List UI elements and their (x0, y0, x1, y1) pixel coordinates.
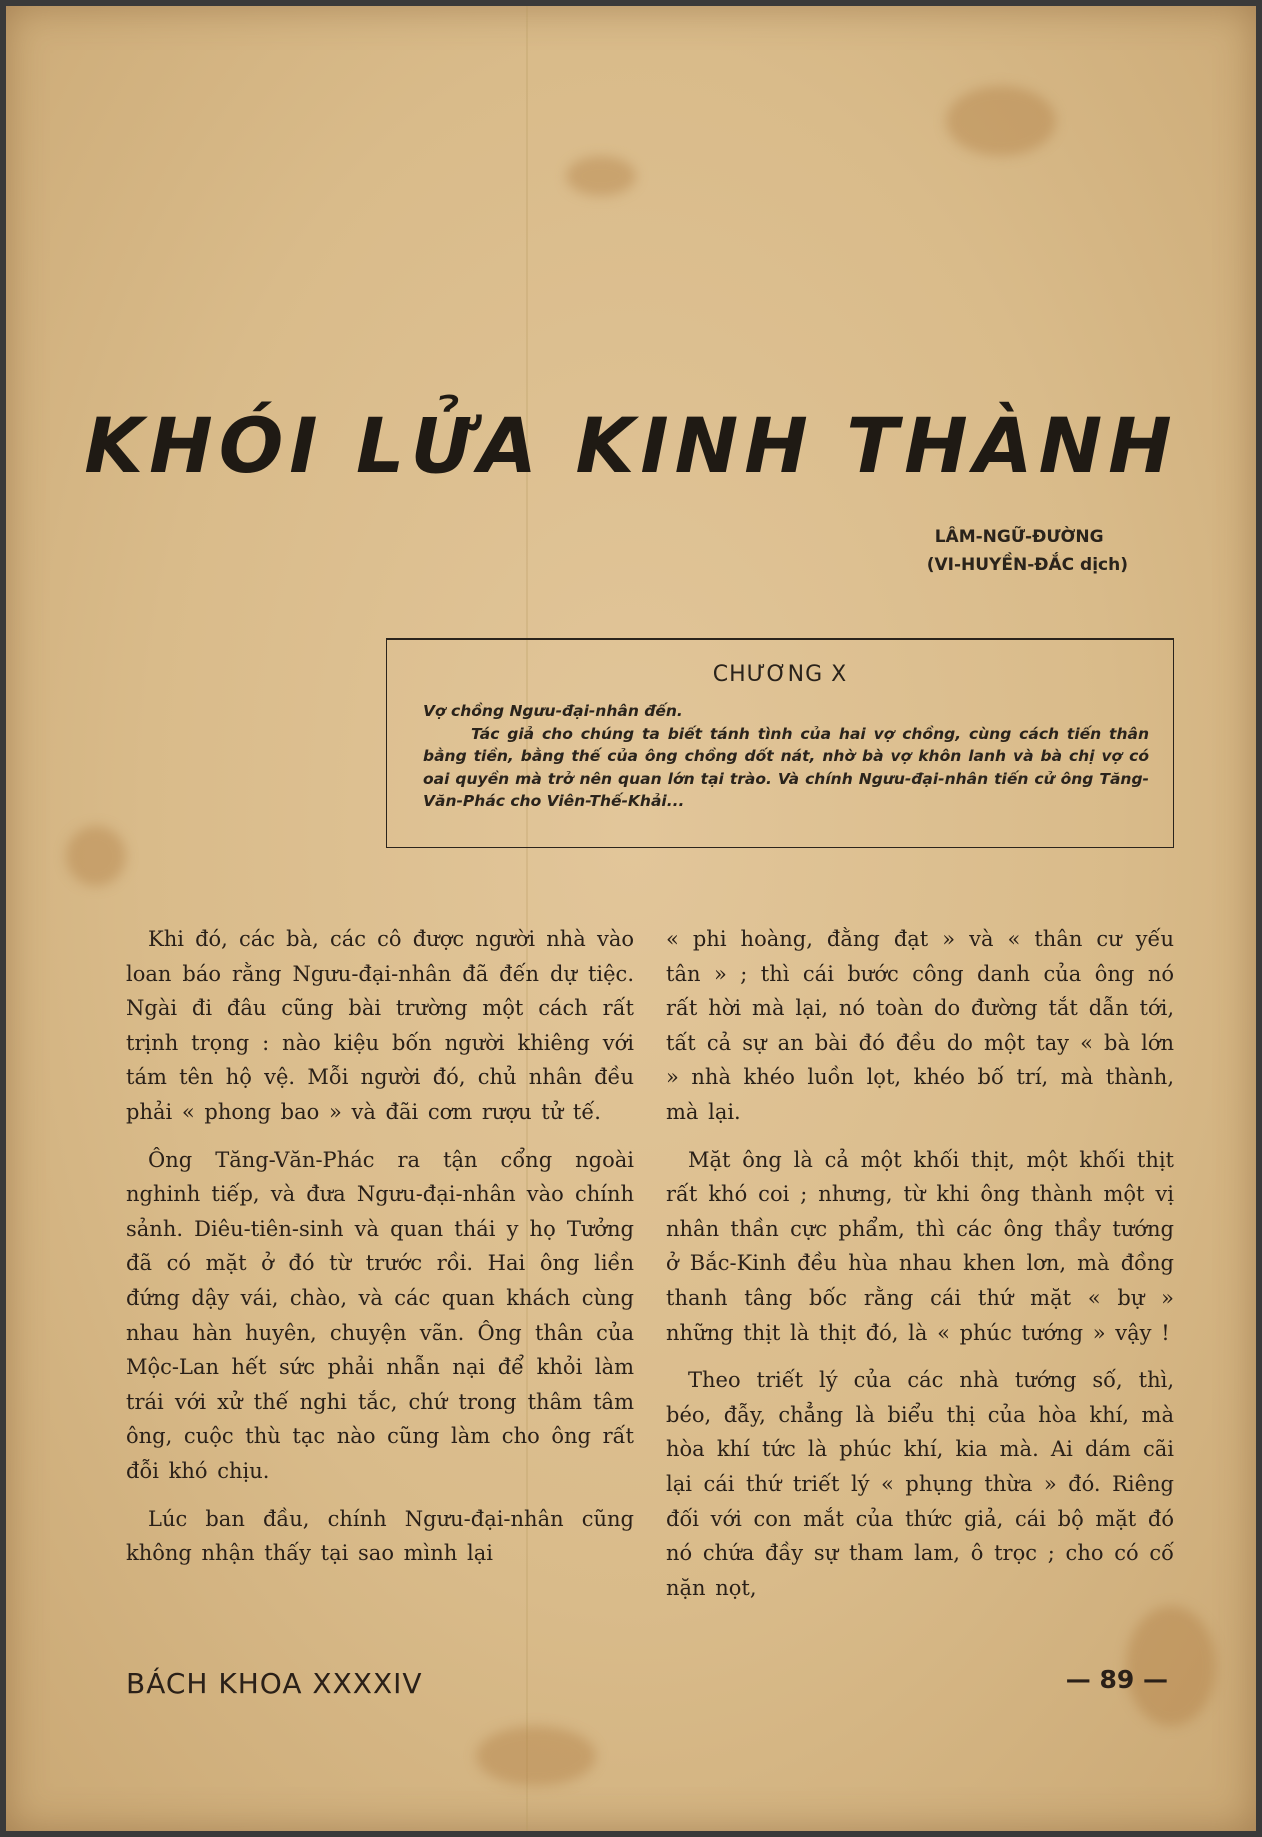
paragraph: « phi hoàng, đằng đạt » và « thân cư yếu tân » ; thì cái bước công danh của ông nó rất hời mà lại, nó toàn do đường tắt dẫn tới, tất cả sự an bài đó đều do một tay « bà lớn » nhà khéo luồn lọt, khéo bố trí, mà thành, mà lại. (666, 927, 1174, 1124)
chapter-summary-box (386, 638, 1174, 848)
paper-stain (946, 86, 1056, 156)
paper-stain (66, 826, 126, 886)
magazine-page (6, 6, 1256, 1831)
translator-credit: (VI-HUYỀN-ĐẮC dịch) (926, 555, 1128, 575)
byline (927, 523, 1128, 579)
paper-stain (476, 1726, 596, 1786)
paragraph: Lúc ban đầu, chính Ngưu-đại-nhân cũng không nhận thấy tại sao mình lại (126, 1506, 634, 1566)
paper-stain (566, 156, 636, 196)
paragraph: Khi đó, các bà, các cô được người nhà vào loan báo rằng Ngưu-đại-nhân đã đến dự tiệc. Ngài đi đâu cũng bài trường một cách rất trịnh trọng : nào kiệu bốn người khiêng với tám tên hộ vệ. Mỗi người đó, chủ nhân đều phải « phong bao » và đãi cơm rượu tử tế. (126, 927, 634, 1124)
chapter-summary (423, 700, 1149, 813)
paragraph: Mặt ông là cả một khối thịt, một khối thịt rất khó coi ; nhưng, từ khi ông thành một vị nhân thần cực phẩm, thì các ông thầy tướng ở Bắc-Kinh đều hùa nhau khen lơn, mà đồng thanh tâng bốc rằng cái thứ mặt « bự » những thịt là thịt đó, là « phúc tướng » vậy ! (666, 1147, 1174, 1345)
author-name: LÂM-NGỮ-ĐƯỜNG (934, 527, 1104, 547)
paragraph: Ông Tăng-Văn-Phác ra tận cổng ngoài nghinh tiếp, và đưa Ngưu-đại-nhân vào chính sảnh. Diêu-tiên-sinh và quan thái y họ Tưởng đã có mặt ở đó từ trước rồi. Hai ông liền đứng dậy vái, chào, và các quan khách cùng nhau hàn huyên, chuyện vãn. Ông thân của Mộc-Lan hết sức phải nhẫn nại để khỏi làm trái với xử thế nghi tắc, chứ trong thâm tâm ông, cuộc thù tạc nào cũng làm cho ông rất đỗi khó chịu. (126, 1147, 634, 1483)
chapter-heading: CHƯƠNG X (712, 662, 848, 687)
summary-body: Tác giả cho chúng ta biết tánh tình của hai vợ chồng, cùng cách tiến thân bằng tiền, bằng thế của ông chồng dốt nát, nhờ bà vợ khôn lanh và bà chị vợ có oai quyền mà trở nên quan lớn tại trào. Và chính Ngưu-đại-nhân tiến cử ông Tăng-Văn-Phác cho Viên-Thế-Khải... (423, 724, 1149, 810)
page-number: — 89 — (1065, 1665, 1168, 1694)
paragraph: Theo triết lý của các nhà tướng số, thì, béo, đẫy, chẳng là biểu thị của hòa khí, mà hòa khí tức là phúc khí, kia mà. Ai dám cãi lại cái thứ triết lý « phụng thừa » đó. Riêng đối với con mắt của thức giả, cái bộ mặt đó nó chứa đầy sự tham lam, ô trọc ; cho có cố nặn nọt, (666, 1368, 1174, 1600)
right-column (666, 922, 1174, 1618)
left-column (126, 922, 634, 1584)
summary-lead: Vợ chồng Ngưu-đại-nhân đến. (423, 702, 683, 720)
article-title: KHÓI LỬA KINH THÀNH (84, 401, 1178, 490)
magazine-name: BÁCH KHOA XXXXIV (126, 1667, 423, 1700)
